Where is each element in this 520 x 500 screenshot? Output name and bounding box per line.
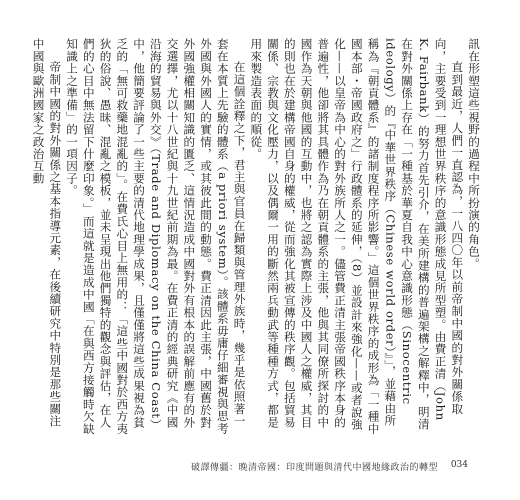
- page-footer: [0, 460, 520, 474]
- body-text: [31, 38, 482, 436]
- paragraph-3: 在這個詮釋之下，君主與官員在歸類與管理外族時，幾乎是依照著一套在本質上先驗的體系（a priori system）。該體系毋庸仔細審視與思考外國與外國人的實情，或其彼此間的動態。費正清因此主張，中國舊於對外國強權相關知識的匱乏、這情況造成中國對外有根本的誤解前應有的外交選擇，尤以十八世紀與十九世紀前期為最。在費正清的經典研究《中國沿海的貿易與外交》（Trade and Diplomacy on the China Coast）中，他簡要評論了一些主要的清代地理學成果，且僅僅將這些成果視為貧乏的「無可救藥地混亂的」。在費氏心目上無用的：「這些中國對於西方夷狄的俗說、愚昧、混亂之模板，並未呈現出他們獨特的觀念與評估，在人們的心目中無法留下什麼印象。」而這就是造成中國「在與西方接觸時欠缺知識上之準備」的一項因子。: [65, 38, 247, 435]
- paragraph-4: 帝制中國的對外關係之基本指導元素，在後續研究中特別是那些關注中國與歐洲國家之政治互動: [31, 38, 63, 428]
- running-head: 破譯傳疆：晚清帝國：印度問題與清代中國地緣政治的轉型: [190, 463, 438, 473]
- paragraph-1: 訊在形塑這些視野的過程中所扮演的角色。: [467, 38, 481, 270]
- paragraph-2: 直到最近，人們一直認為，一八四〇年以前帝制中國的對外關係取向，主要受到一理想世界秩序的意識形態成見所型塑。由費正清（John K. Fairbank）的努力首先引介，在美所建構的普遍架構之解釋中，明清在對外關係上存在「一種基於華夏自我中心意識形態（Sinocentric ideology）的『中華世界秩序（Chinese world order）』」，並藉由所稱為『朝貢體系』的諸制度程序所影響。」這個世界秩序的成形為「一種中國本部・帝國政府之」行政體系的延伸，（8）並設計來強化——或者說強化——以皇帝為中心的對外族所人之一。儘管費正清主張帝國秩序本身的普遍性，他卻將其具體作為乃在朝貢體系的主張，他與其同僚所探討的中國作為天朝與他國的互動中，也將之認為實際上涉及中國人之權威，其目的則也在於建構帝國自身的權威，從而強化其被宣傳的秩序觀。包括貿易關係、宗教與文化壓力，以及偶爾一用的斷然兩兵動武等種種方式，都是用來製造表面的順從。: [249, 38, 465, 435]
- page-number: 034: [450, 460, 468, 470]
